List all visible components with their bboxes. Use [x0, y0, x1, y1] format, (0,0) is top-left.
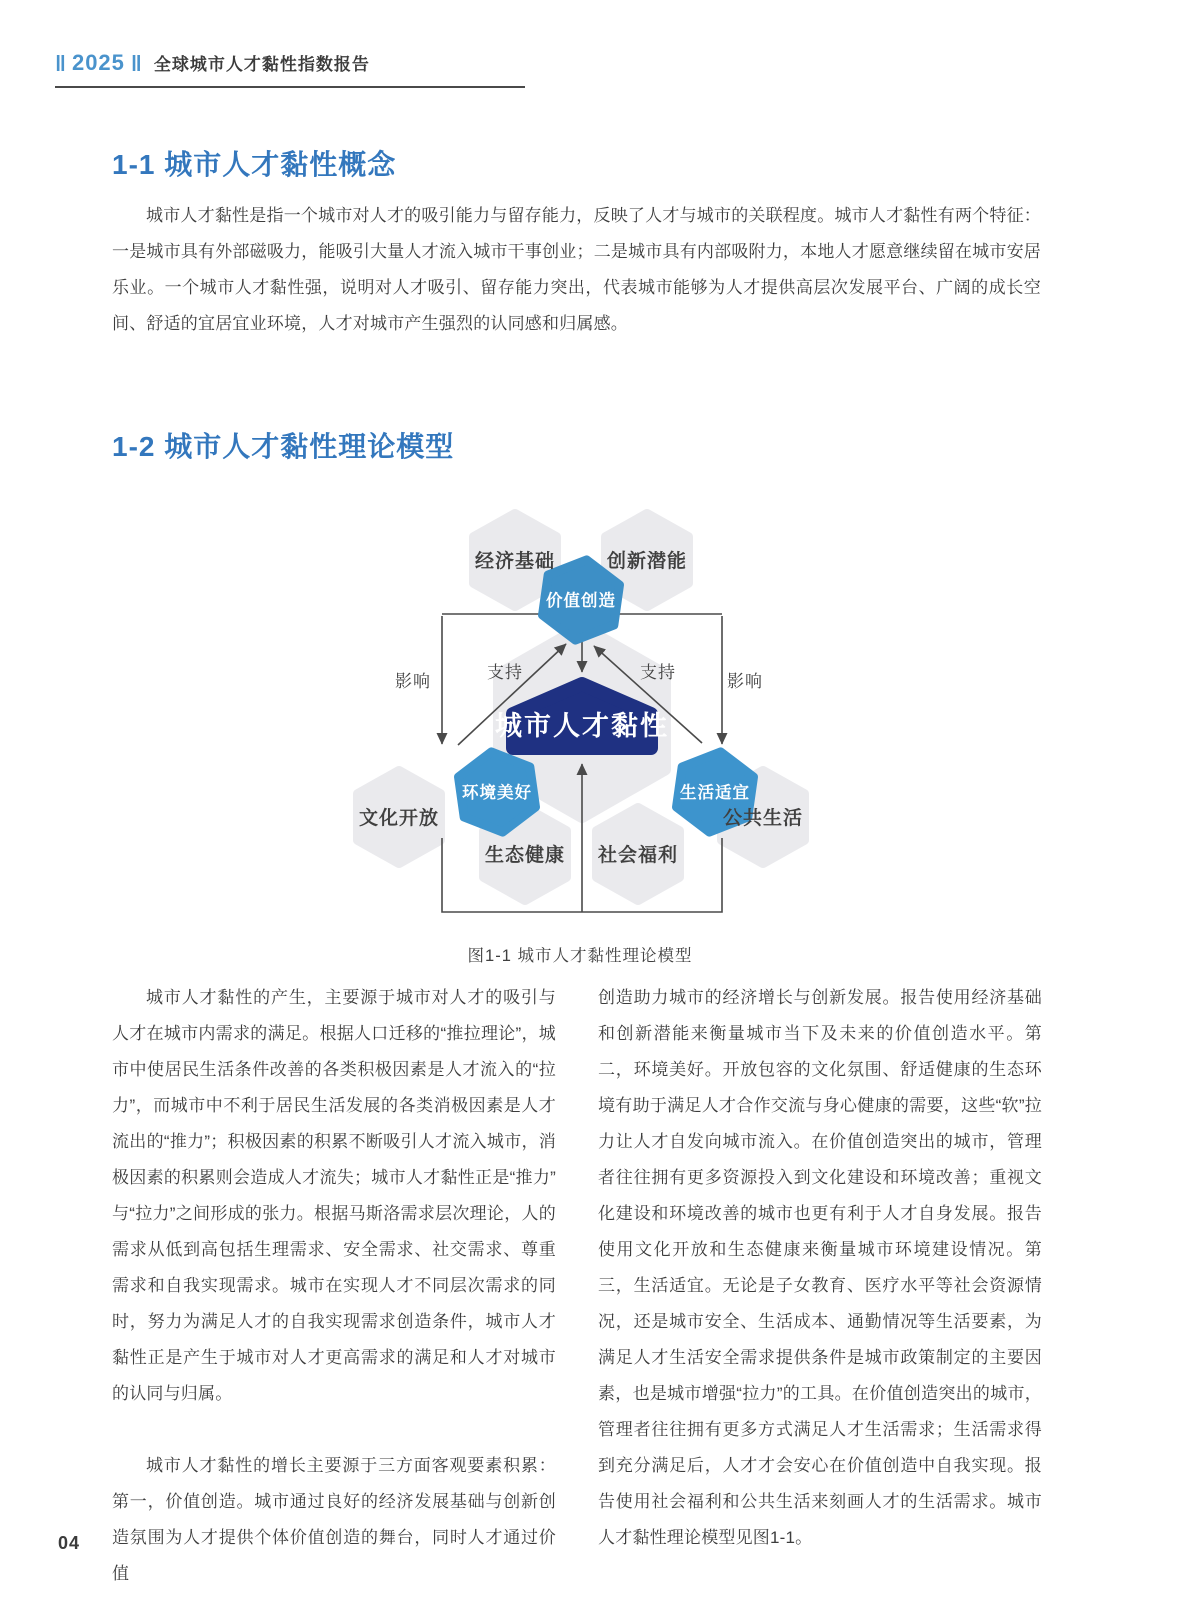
- innovation-label: 创新潜能: [606, 551, 688, 572]
- left-column-paragraph-1: 城市人才黏性的产生，主要源于城市对人才的吸引与人才在城市内需求的满足。根据人口迁移的“推拉理论”，城市中使居民生活条件改善的各类积极因素是人才流入的“拉力”，而城市中不利于居民生活发展的各类消极因素是人才流出的“推力”；积极因素的积累不断吸引人才流入城市，消极因素的积累则会造成人才流失；城市人才黏性正是“推力”与“拉力”之间形成的张力。根据马斯洛需求层次理论，人的需求从低到高包括生理需求、安全需求、社交需求、尊重需求和自我实现需求。城市在实现人才不同层次需求的同时，努力为满足人才的自我实现需求创造条件，城市人才黏性正是产生于城市对人才更高需求的满足和人才对城市的认同与归属。: [112, 988, 556, 1403]
- ecology-label: 生态健康: [484, 845, 566, 866]
- header-year: 2025: [71, 50, 125, 75]
- page-header: [55, 50, 525, 88]
- section-1-1-paragraph: 城市人才黏性是指一个城市对人才的吸引能力与留存能力，反映了人才与城市的关联程度。城市人才黏性有两个特征：一是城市具有外部磁吸力，能吸引大量人才流入城市干事创业；二是城市具有内部吸附力，本地人才愿意继续留在城市安居乐业。一个城市人才黏性强，说明对人才吸引、留存能力突出，代表城市能够为人才提供高层次发展平台、广阔的成长空间、舒适的宜居宜业环境，人才对城市产生强烈的认同感和归属感。: [112, 206, 1041, 333]
- influence-label-right: 影响: [727, 672, 763, 691]
- left-column: [112, 980, 556, 1592]
- public-life-label: 公共生活: [722, 808, 804, 829]
- culture-label: 文化开放: [358, 808, 440, 829]
- figure-1-1: [345, 498, 815, 966]
- section-1-2-title: 1-2 城市人才黏性理论模型: [112, 431, 455, 462]
- influence-label-left: 影响: [395, 672, 431, 691]
- center-label: 城市人才黏性: [495, 711, 669, 741]
- right-column: [598, 980, 1042, 1592]
- welfare-label: 社会福利: [597, 845, 679, 866]
- header-double-bar-icon: ‖: [55, 51, 66, 76]
- page-number: 04: [58, 1533, 81, 1553]
- left-column-paragraph-2: 城市人才黏性的增长主要源于三方面客观要素积累：第一，价值创造。城市通过良好的经济发展基础与创新创造氛围为人才提供个体价值创造的舞台，同时人才通过价值: [112, 1456, 556, 1583]
- environment-label: 环境美好: [462, 784, 532, 802]
- talent-stickiness-model-diagram: [345, 498, 815, 928]
- body-columns: [112, 980, 1042, 1592]
- right-column-paragraph-1: 创造助力城市的经济增长与创新发展。报告使用经济基础和创新潜能来衡量城市当下及未来的价值创造水平。第二，环境美好。开放包容的文化氛围、舒适健康的生态环境有助于满足人才合作交流与身心健康的需要，这些“软”拉力让人才自发向城市流入。在价值创造突出的城市，管理者往往拥有更多资源投入到文化建设和环境改善；重视文化建设和环境改善的城市也更有利于人才自身发展。报告使用文化开放和生态健康来衡量城市环境建设情况。第三，生活适宜。无论是子女教育、医疗水平等社会资源情况，还是城市安全、生活成本、通勤情况等生活要素，为满足人才生活安全需求提供条件是城市政策制定的主要因素，也是城市增强“拉力”的工具。在价值创造突出的城市，管理者往往拥有更多方式满足人才生活需求；生活需求得到充分满足后，人才才会安心在价值创造中自我实现。报告使用社会福利和公共生活来刻画人才的生活需求。城市人才黏性理论模型见图1-1。: [598, 988, 1042, 1547]
- value-creation-label: 价值创造: [546, 592, 616, 610]
- livability-label: 生活适宜: [680, 784, 750, 802]
- support-label-left: 支持: [487, 663, 523, 682]
- section-1-1-title: 1-1 城市人才黏性概念: [112, 149, 397, 180]
- support-label-right: 支持: [640, 663, 676, 682]
- header-report-title: 全球城市人才黏性指数报告: [153, 55, 370, 74]
- figure-caption: 图1-1 城市人才黏性理论模型: [467, 947, 693, 965]
- economic-label: 经济基础: [474, 551, 556, 572]
- header-double-bar-icon: ‖: [130, 51, 142, 76]
